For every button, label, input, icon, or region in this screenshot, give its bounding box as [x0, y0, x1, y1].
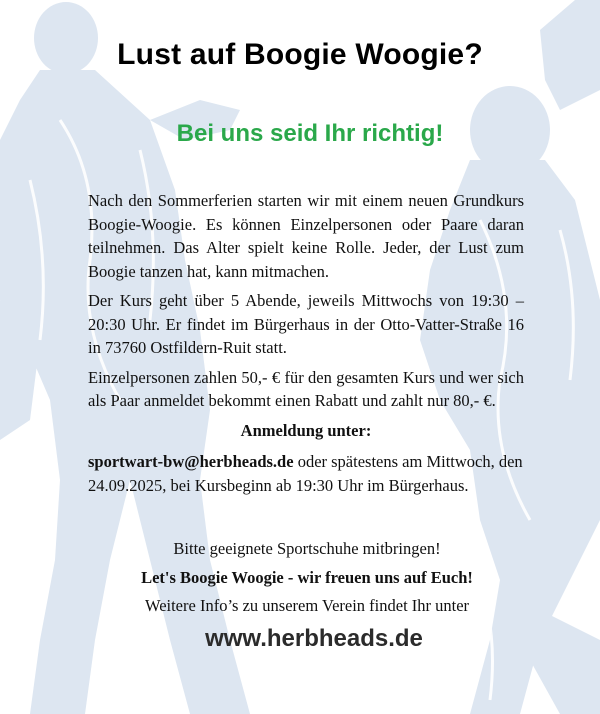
intro-paragraph: Nach den Sommerferien starten wir mit einem neuen Grundkurs Boogie-Woogie. Es können Einzelpersonen oder Paare daran teilnehmen. Das Alter spielt keine Rolle. Jeder, der Lust zum Boogie tanzen hat, kann mitmachen.	[88, 191, 524, 281]
registration-heading: Anmeldung unter:	[240, 420, 372, 440]
slogan: Let's Boogie Woogie - wir freuen uns auf Euch!	[141, 568, 473, 587]
shoes-note: Bitte geeignete Sportschuhe mitbringen!	[173, 539, 441, 558]
registration-text: oder spätestens am Mittwoch, den 24.09.2025, bei Kursbeginn ab 19:30 Uhr im Bürgerhaus.	[88, 452, 523, 495]
price-paragraph: Einzelpersonen zahlen 50,- € für den gesamten Kurs und wer sich als Paar anmeldet bekommt einen Rabatt und zahlt nur 80,- €.	[88, 367, 524, 410]
more-info-note: Weitere Info’s zu unserem Verein findet Ihr unter	[144, 596, 470, 615]
registration-paragraph	[88, 450, 524, 497]
schedule-paragraph: Der Kurs geht über 5 Abende, jeweils Mittwochs von 19:30 – 20:30 Uhr. Er findet im Bürgerhaus in der Otto-Vatter-Straße 16 in 73760 Ostfildern-Ruit statt.	[88, 291, 524, 357]
website-link[interactable]: www.herbheads.de	[205, 625, 423, 652]
registration-email: sportwart-bw@herbheads.de	[88, 452, 294, 471]
flyer-subtitle: Bei uns seid Ihr richtig!	[176, 120, 444, 147]
flyer-title: Lust auf Boogie Woogie?	[117, 38, 483, 71]
flyer-body	[88, 189, 524, 503]
